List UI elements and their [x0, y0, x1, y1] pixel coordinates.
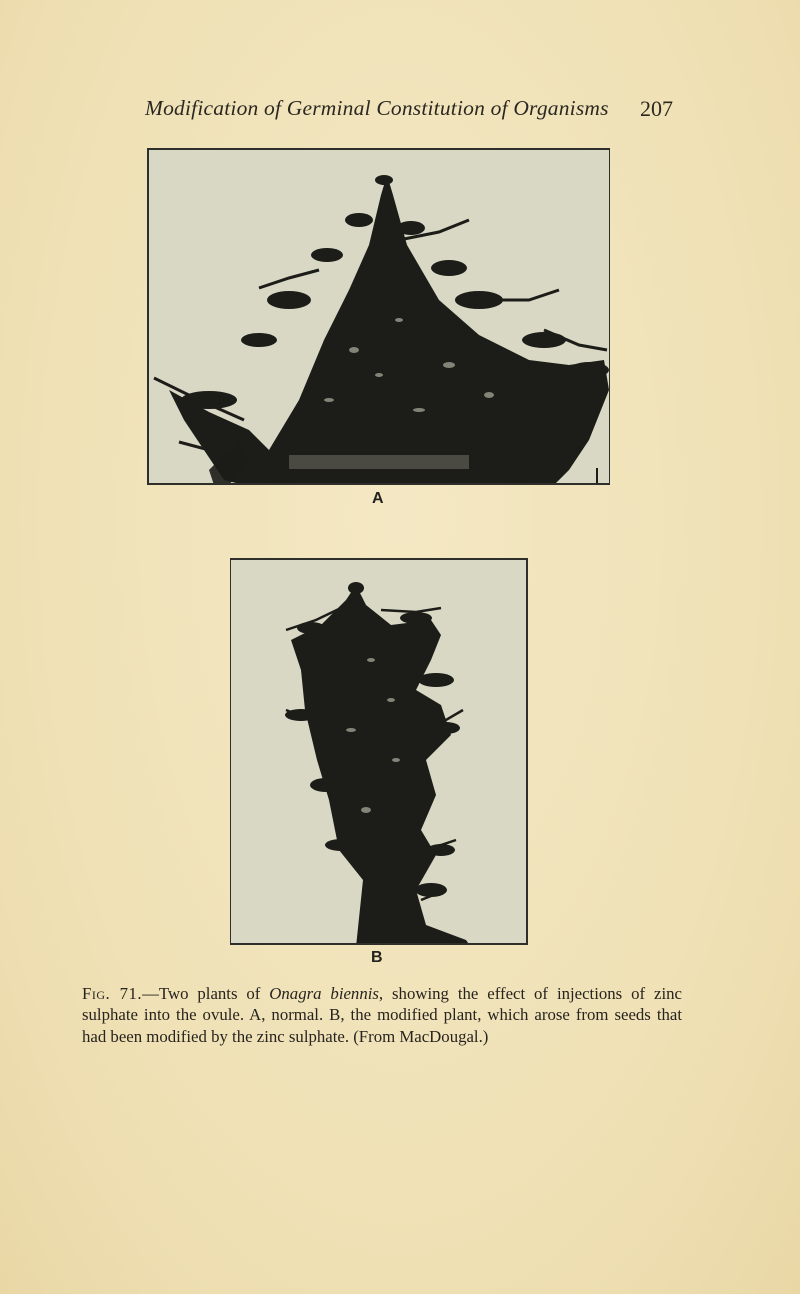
caption-body: , showing the effect of injections of zinc sulphate into the ovule. A, normal. B, the modified plant, which arose from seeds that had been modified by the zinc sulphate. (From MacDougal.)	[82, 983, 682, 1046]
caption-lead: —Two plants of	[142, 983, 270, 1003]
plate-label-a: A	[372, 490, 384, 507]
species-name: Onagra biennis	[269, 983, 379, 1003]
running-title: Modification of Germinal Constitution of Organisms	[145, 96, 609, 120]
figure-caption	[82, 983, 682, 1048]
running-head	[0, 96, 800, 128]
plant-photo-b-modified	[230, 558, 528, 945]
plant-photo-a-normal	[147, 148, 610, 485]
figure-number: Fig. 71.	[82, 983, 143, 1003]
page-number: 207	[640, 96, 673, 121]
plate-label-b: B	[371, 949, 383, 966]
